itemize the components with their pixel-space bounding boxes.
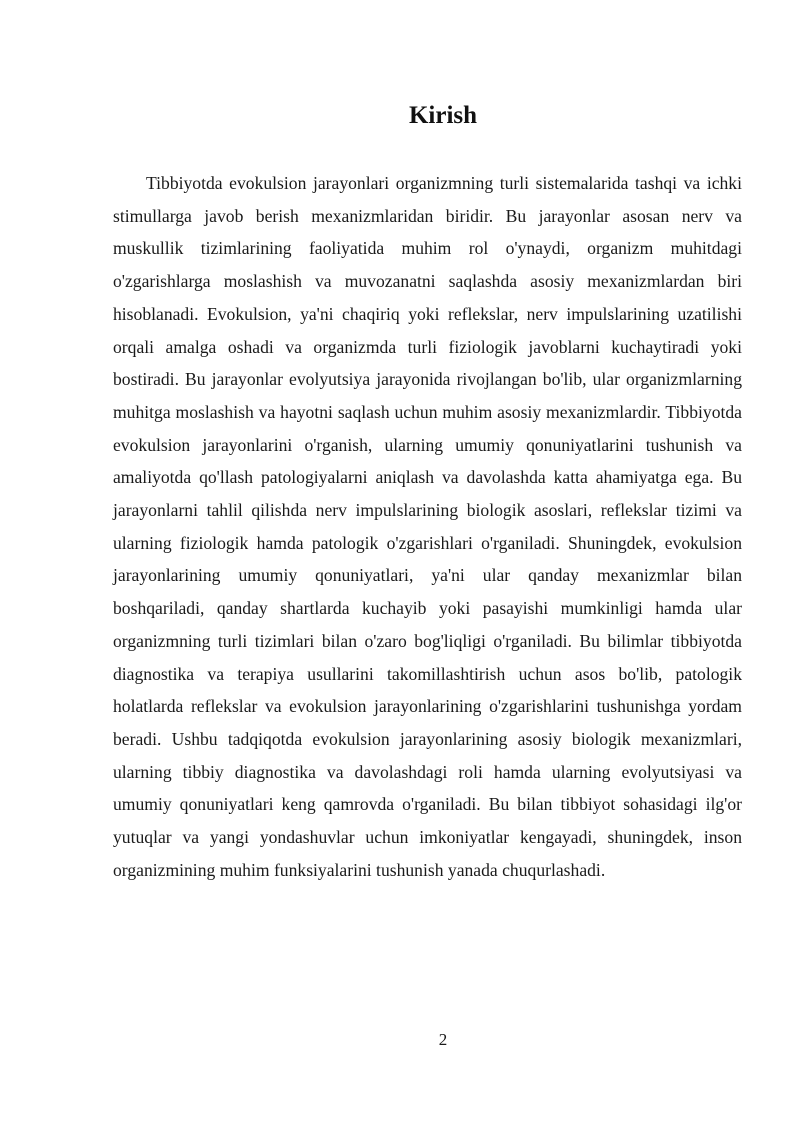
page-title: Kirish	[408, 102, 478, 129]
page-number: 2	[438, 1030, 448, 1049]
body-paragraph: Tibbiyotda evokulsion jarayonlari organizmning turli sistemalarida tashqi va ichki stimullarga javob berish mexanizmlaridan biridir. Bu jarayonlar asosan nerv va muskullik tizimlarining faoliyatida muhim rol o'ynaydi, organizm muhitdagi o'zgarishlarga moslashish va muvozanatni saqlashda asosiy mexanizmlardan biri hisoblanadi. Evokulsion, ya'ni chaqiriq yoki reflekslar, nerv impulslarining uzatilishi orqali amalga oshadi va organizmda turli fiziologik javoblarni kuchaytiradi yoki bostiradi. Bu jarayonlar evolyutsiya jarayonida rivojlangan bo'lib, ular organizmlarning muhitga moslashish va hayotni saqlash uchun muhim asosiy mexanizmlardir. Tibbiyotda evokulsion jarayonlarini o'rganish, ularning umumiy qonuniyatlarini tushunish va amaliyotda qo'llash patologiyalarni aniqlash va davolashda katta ahamiyatga ega. Bu jarayonlarni tahlil qilishda nerv impulslarining biologik asoslari, reflekslar tizimi va ularning fiziologik hamda patologik o'zgarishlari o'rganiladi. Shuningdek, evokulsion jarayonlarining umumiy qonuniyatlari, ya'ni ular qanday mexanizmlar bilan boshqariladi, qanday shartlarda kuchayib yoki pasayishi mumkinligi hamda ular organizmning turli tizimlari bilan o'zaro bog'liqligi o'rganiladi. Bu bilimlar tibbiyotda diagnostika va terapiya usullarini takomillashtirish uchun asos bo'lib, patologik holatlarda reflekslar va evokulsion jarayonlarining o'zgarishlarini tushunishga yordam beradi. Ushbu tadqiqotda evokulsion jarayonlarining asosiy biologik mexanizmlari, ularning tibbiy diagnostika va davolashdagi roli hamda ularning evolyutsiyasi va umumiy qonuniyatlari keng qamrovda o'rganiladi. Bu bilan tibbiyot sohasidagi ilg'or yutuqlar va yangi yondashuvlar uchun imkoniyatlar kengayadi, shuningdek, inson organizmining muhim funksiyalarini tushunish yanada chuqurlashadi.	[113, 173, 742, 880]
